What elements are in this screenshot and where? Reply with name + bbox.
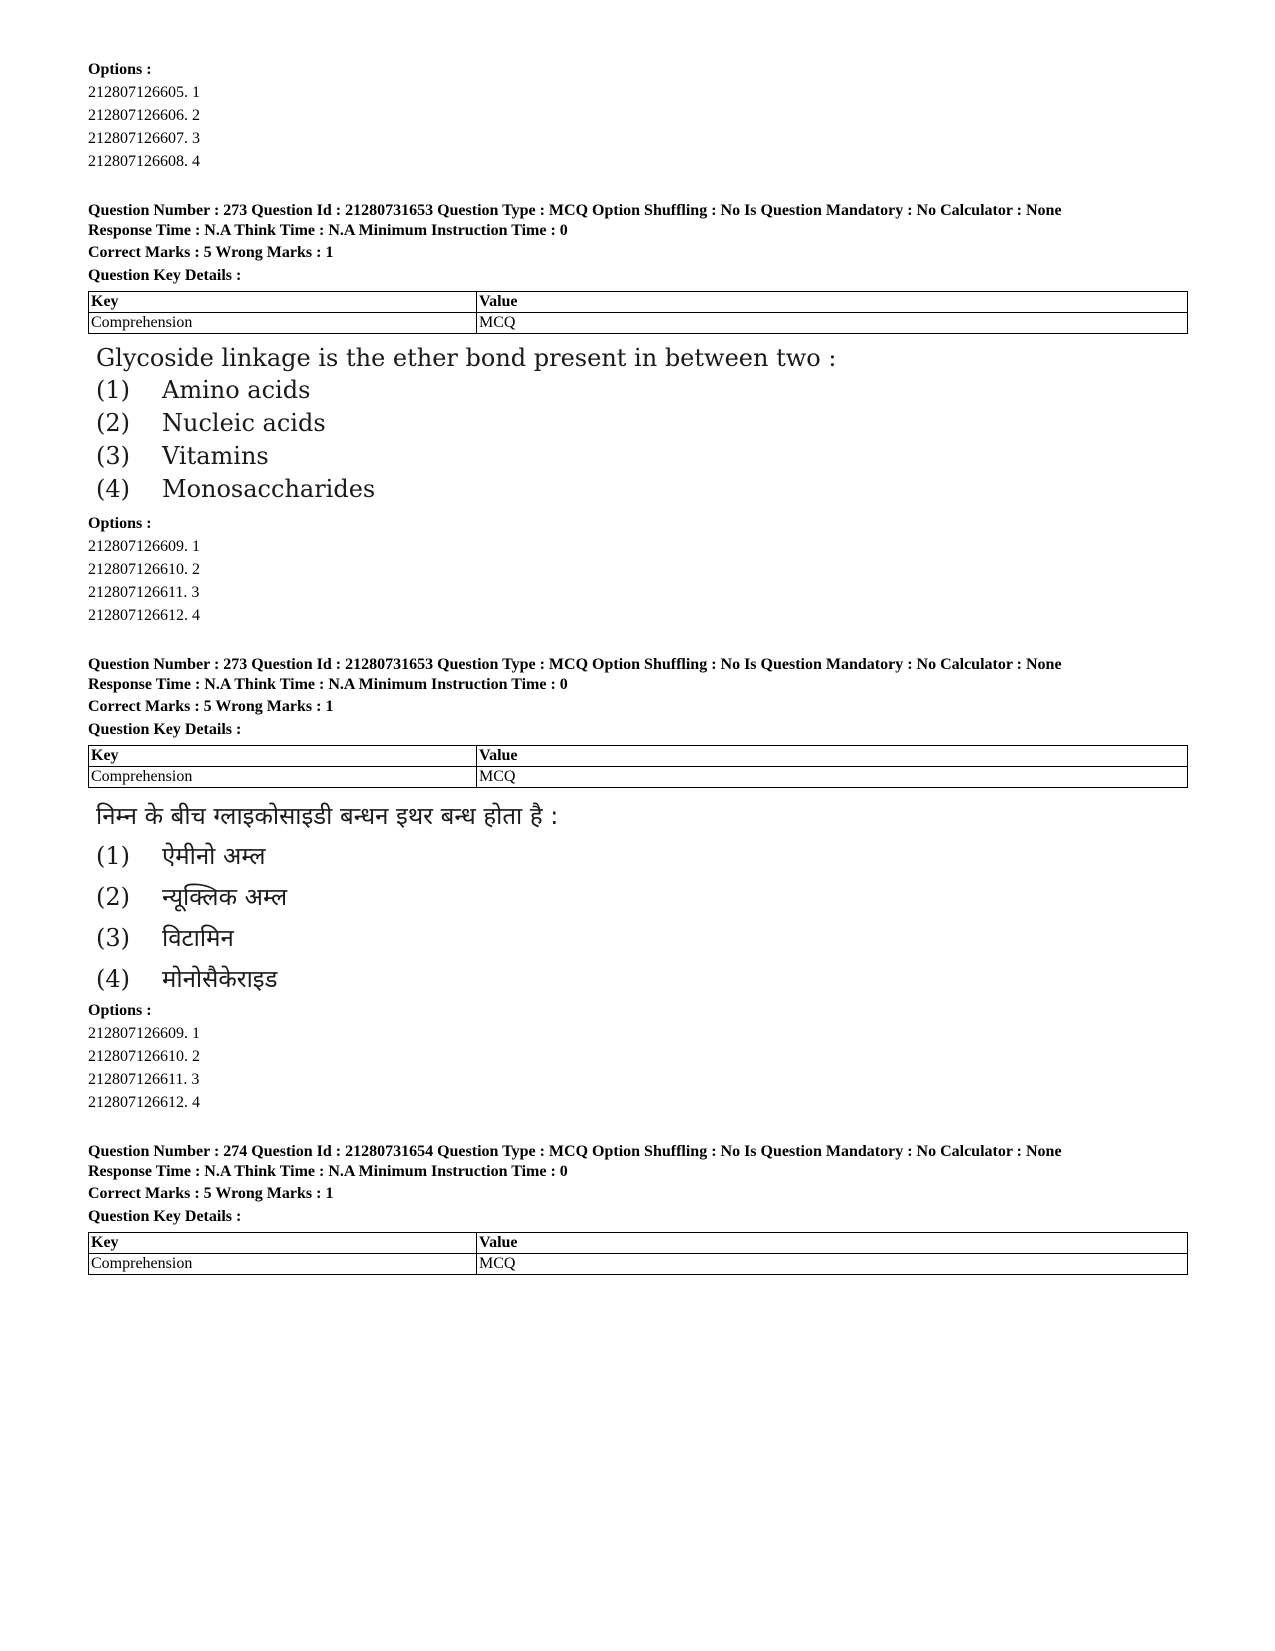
option-item: 212807126609. 1	[88, 538, 200, 555]
table-cell-value: MCQ	[477, 767, 1188, 788]
question-key-details-label: Question Key Details :	[88, 1208, 242, 1225]
question-choice	[88, 836, 1188, 877]
table-header-row	[89, 292, 1188, 313]
choice-text: Nucleic acids	[162, 409, 326, 437]
table-header-key: Key	[89, 746, 477, 767]
option-item: 212807126611. 3	[88, 584, 200, 601]
choice-text: Monosaccharides	[162, 475, 376, 503]
option-item: 212807126612. 4	[88, 607, 200, 624]
table-row	[89, 1254, 1188, 1275]
choice-text: Amino acids	[162, 376, 311, 404]
question-text-hindi	[88, 796, 1188, 1000]
option-item: 212807126610. 2	[88, 1048, 200, 1065]
options-label: Options :	[88, 61, 152, 78]
question-stem: Glycoside linkage is the ether bond present in between two :	[96, 344, 837, 372]
question-choice	[88, 959, 1188, 1000]
choice-text: Vitamins	[162, 442, 269, 470]
table-header-row	[89, 1233, 1188, 1254]
question-key-table-wrap	[88, 745, 1188, 788]
choice-text: न्यूक्लिक अम्ल	[162, 883, 288, 911]
table-header-value: Value	[477, 1233, 1188, 1254]
option-item: 212807126610. 2	[88, 561, 200, 578]
table-header-value: Value	[477, 746, 1188, 767]
question-key-table	[88, 1232, 1188, 1275]
question-header	[88, 1142, 1188, 1228]
question-header	[88, 201, 1188, 287]
question-key-details-label: Question Key Details :	[88, 267, 242, 284]
choice-number: (3)	[96, 442, 130, 470]
table-header-row	[89, 746, 1188, 767]
table-row	[89, 313, 1188, 334]
table-cell-value: MCQ	[477, 1254, 1188, 1275]
question-meta-line-1: Question Number : 273 Question Id : 21280731653 Question Type : MCQ Option Shuffling : No Is Question Mandatory : No Calculator : None	[88, 656, 1062, 673]
question-key-table	[88, 291, 1188, 334]
options-block	[88, 512, 1188, 627]
option-item: 212807126609. 1	[88, 1025, 200, 1042]
choice-number: (1)	[96, 376, 130, 404]
question-key-table-wrap	[88, 291, 1188, 334]
question-choice	[88, 877, 1188, 918]
choice-number: (2)	[96, 409, 130, 437]
table-header-key: Key	[89, 292, 477, 313]
table-row	[89, 767, 1188, 788]
choice-number: (1)	[96, 842, 130, 870]
choice-number: (2)	[96, 883, 130, 911]
option-item: 212807126606. 2	[88, 107, 200, 124]
option-item: 212807126605. 1	[88, 84, 200, 101]
options-block	[88, 999, 1188, 1114]
table-cell-key: Comprehension	[89, 767, 477, 788]
question-stem: निम्न के बीच ग्लाइकोसाइडी बन्धन इथर बन्ध होता है :	[96, 802, 559, 830]
choice-number: (3)	[96, 924, 130, 952]
choice-number: (4)	[96, 475, 130, 503]
table-cell-key: Comprehension	[89, 313, 477, 334]
question-choice	[88, 407, 1188, 440]
choice-text: विटामिन	[162, 924, 234, 952]
table-cell-value: MCQ	[477, 313, 1188, 334]
question-choice	[88, 473, 1188, 506]
choice-text: मोनोसैकेराइड	[162, 965, 278, 993]
question-key-table-wrap	[88, 1232, 1188, 1275]
question-marks: Correct Marks : 5 Wrong Marks : 1	[88, 1185, 334, 1202]
question-meta-line-2: Response Time : N.A Think Time : N.A Minimum Instruction Time : 0	[88, 222, 568, 239]
option-item: 212807126611. 3	[88, 1071, 200, 1088]
question-meta-line-2: Response Time : N.A Think Time : N.A Minimum Instruction Time : 0	[88, 676, 568, 693]
question-meta-line-1: Question Number : 274 Question Id : 21280731654 Question Type : MCQ Option Shuffling : No Is Question Mandatory : No Calculator : None	[88, 1143, 1062, 1160]
question-marks: Correct Marks : 5 Wrong Marks : 1	[88, 698, 334, 715]
options-label: Options :	[88, 1002, 152, 1019]
question-key-details-label: Question Key Details :	[88, 721, 242, 738]
choice-number: (4)	[96, 965, 130, 993]
question-marks: Correct Marks : 5 Wrong Marks : 1	[88, 244, 334, 261]
question-choice	[88, 918, 1188, 959]
question-choice	[88, 440, 1188, 473]
question-meta-line-1: Question Number : 273 Question Id : 21280731653 Question Type : MCQ Option Shuffling : No Is Question Mandatory : No Calculator : None	[88, 202, 1062, 219]
question-text-english	[88, 342, 1188, 506]
option-item: 212807126612. 4	[88, 1094, 200, 1111]
question-header	[88, 655, 1188, 741]
option-item: 212807126608. 4	[88, 153, 200, 170]
option-item: 212807126607. 3	[88, 130, 200, 147]
question-choice	[88, 374, 1188, 407]
question-key-table	[88, 745, 1188, 788]
choice-text: ऐमीनो अम्ल	[162, 842, 266, 870]
table-cell-key: Comprehension	[89, 1254, 477, 1275]
table-header-value: Value	[477, 292, 1188, 313]
question-meta-line-2: Response Time : N.A Think Time : N.A Minimum Instruction Time : 0	[88, 1163, 568, 1180]
options-label: Options :	[88, 515, 152, 532]
table-header-key: Key	[89, 1233, 477, 1254]
options-block-top	[88, 58, 1188, 173]
